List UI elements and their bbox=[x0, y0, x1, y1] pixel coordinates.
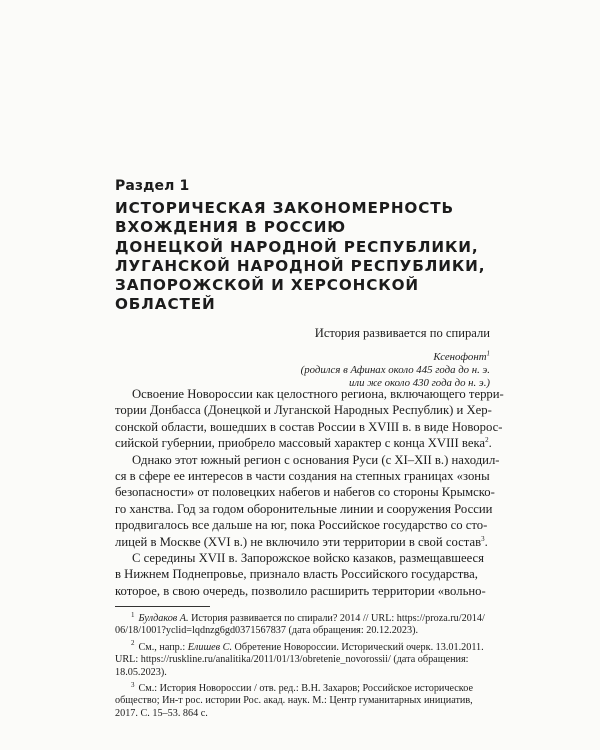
footnotes bbox=[115, 610, 489, 724]
footnote-text: История развивается по спирали? 2014 // URL: https://proza.ru/2014/ bbox=[188, 613, 485, 624]
footnote-divider bbox=[115, 606, 210, 607]
footnote bbox=[115, 639, 489, 679]
chapter-title bbox=[115, 199, 535, 315]
section-label: Раздел 1 bbox=[115, 178, 190, 194]
footnote-ref: 2 bbox=[485, 435, 489, 444]
footnote-ref: 3 bbox=[481, 534, 485, 543]
footnote-author: Булдаков А. bbox=[138, 613, 189, 624]
epigraph-author bbox=[301, 351, 490, 364]
text-line: в Нижнем Поднепровье, признало власть Российского государства, bbox=[115, 567, 478, 582]
footnote-number: 1 bbox=[131, 610, 135, 619]
footnote bbox=[115, 680, 489, 720]
text-line: Освоение Новороссии как целостного региона, включающего терри- bbox=[132, 387, 504, 401]
footnote-line bbox=[115, 639, 489, 654]
chapter-title-line: ОБЛАСТЕЙ bbox=[115, 295, 216, 314]
footnote-line: общество; Ин-т рос. истории Рос. акад. наук. М.: Центр гуманитарных инициатив, bbox=[115, 695, 473, 707]
footnote-line: 2017. С. 15–53. 864 с. bbox=[115, 707, 208, 719]
text-line: сийской губернии, приобрело массовый характер с конца XVIII века$^2$. bbox=[115, 435, 492, 451]
chapter-title-line: ЛУГАНСКОЙ НАРОДНОЙ РЕСПУБЛИКИ, bbox=[115, 256, 486, 275]
epigraph bbox=[301, 325, 490, 390]
footnote-number: 3 bbox=[131, 680, 135, 689]
text-line: Однако этот южный регион с основания Руси (с XI–XII в.) находил- bbox=[132, 452, 500, 467]
text-line: го ханства. Год за годом оборонительные линии и сооружения России bbox=[115, 501, 493, 516]
footnote-line: URL: https://ruskline.ru/analitika/2011/01/13/obretenie_novorossii/ (дата обращения: bbox=[115, 654, 469, 666]
footnote-text: См.: История Новороссии / отв. ред.: В.Н. Захаров; Российское историческое bbox=[138, 683, 473, 695]
text-line: продвигалось все дальше на юг, пока Российское государство со сто- bbox=[115, 518, 488, 533]
chapter-title-line: ИСТОРИЧЕСКАЯ ЗАКОНОМЕРНОСТЬ bbox=[115, 199, 455, 217]
text-line: ся в сфере ее интересов в части создания на степных границах «зоны bbox=[115, 469, 490, 484]
body-text bbox=[115, 386, 504, 599]
footnote bbox=[115, 610, 489, 638]
text-line-content: сийской губернии, приобрело массовый характер с конца XVIII века bbox=[115, 436, 486, 451]
chapter-title-line: ЗАПОРОЖСКОЙ И ХЕРСОНСКОЙ bbox=[115, 276, 420, 295]
paragraph bbox=[115, 550, 489, 599]
footnote-line: 06/18/1001?yclid=lqdnzg6gd0371567837 (дата обращения: 20.12.2023). bbox=[115, 625, 419, 637]
footnote-line bbox=[115, 610, 489, 625]
epigraph-author-name: Ксенофонт bbox=[433, 351, 487, 363]
text-line: сонской области, вошедших в состав России в XVIII в. в виде Новорос- bbox=[115, 419, 503, 434]
chapter-title-line: ДОНЕЦКОЙ НАРОДНОЙ РЕСПУБЛИКИ, bbox=[115, 237, 479, 256]
footnote-text: Обретение Новороссии. Исторический очерк. 13.01.2011. bbox=[232, 641, 484, 653]
text-line: которое, в свою очередь, позволило расширить территории «вольно- bbox=[115, 583, 486, 598]
text-line: лицей в Москве (XVI в.) не включило эти территории в свой состав$^3$. bbox=[115, 534, 488, 549]
footnote-prefix: См., напр.: bbox=[138, 641, 188, 653]
footnote-number: 2 bbox=[131, 639, 135, 648]
paragraph bbox=[115, 386, 504, 452]
text-line: С середины XVII в. Запорожское войско казаков, размещавшееся bbox=[132, 551, 485, 566]
text-line: безопасности» от половецких набегов и набегов со стороны Крымско- bbox=[115, 485, 495, 500]
footnote-author: Елишев С. bbox=[187, 641, 232, 653]
epigraph-note-line: или же около 430 года до н. э.) bbox=[349, 377, 490, 389]
text-line-content: лицей в Москве (XVI в.) не включило эти территории в свой состав bbox=[115, 534, 482, 549]
epigraph-note-line: (родился в Афинах около 445 года до н. э. bbox=[300, 364, 490, 376]
chapter-title-line: ВХОЖДЕНИЯ В РОССИЮ bbox=[115, 218, 347, 237]
text-line: тории Донбасса (Донецкой и Луганской Народных Республик) и Хер- bbox=[115, 403, 492, 418]
footnote-line: 18.05.2023). bbox=[115, 666, 167, 678]
footnote-line bbox=[115, 680, 489, 695]
epigraph-text: История развивается по спирали bbox=[314, 326, 490, 340]
paragraph bbox=[115, 452, 500, 550]
footnote-ref: 1 bbox=[486, 349, 490, 358]
